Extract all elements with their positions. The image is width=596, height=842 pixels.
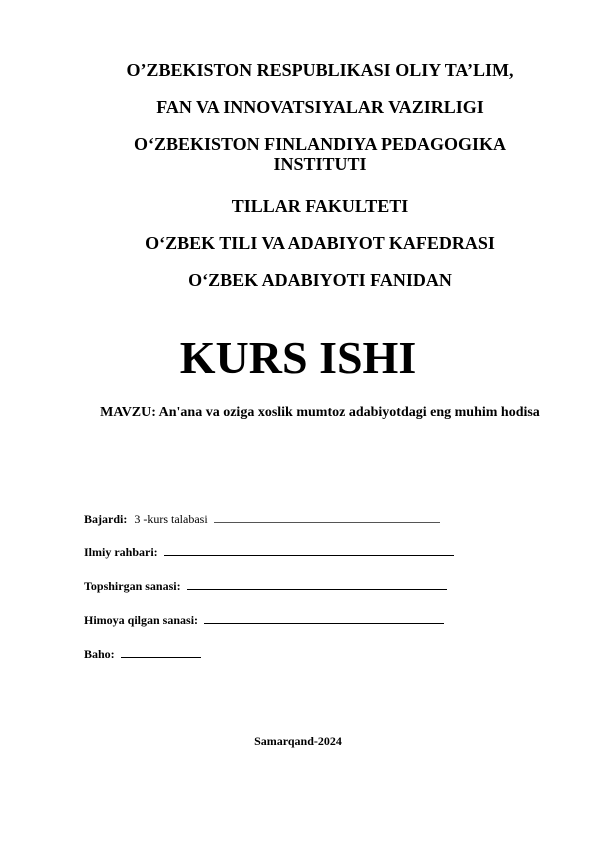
header-institute: O‘ZBEKISTON FINLANDIYA PEDAGOGIKA INSTITUTI xyxy=(133,134,507,174)
field-ilmiy-rahbari xyxy=(84,544,454,560)
field-baho-blank-line xyxy=(121,646,201,658)
field-bajardi xyxy=(84,511,440,527)
topic-text: MAVZU: An'ana va oziga xoslik mumtoz adabiyotdagi eng muhim hodisa xyxy=(100,405,540,420)
document-title: KURS ISHI xyxy=(179,332,417,383)
field-bajardi-label: Bajardi: xyxy=(84,512,128,526)
field-baho-label: Baho: xyxy=(84,647,115,661)
field-baho xyxy=(84,646,201,662)
field-himoya-sanasi-label: Himoya qilgan sanasi: xyxy=(84,613,199,627)
header-faculty: TILLAR FAKULTETI xyxy=(231,196,409,216)
field-ilmiy-rahbari-label: Ilmiy rahbari: xyxy=(84,545,158,559)
header-ministry-line-2: FAN VA INNOVATSIYALAR VAZIRLIGI xyxy=(156,97,484,117)
field-topshirgan-sanasi-label: Topshirgan sanasi: xyxy=(84,579,181,593)
field-bajardi-blank-line xyxy=(214,511,440,523)
footer-city-year: Samarqand-2024 xyxy=(254,734,342,748)
header-subject: O‘ZBEK ADABIYOTI FANIDAN xyxy=(188,270,452,290)
field-topshirgan-sanasi-blank-line xyxy=(187,578,447,590)
header-ministry-line-1: O’ZBEKISTON RESPUBLIKASI OLIY TA’LIM, xyxy=(126,60,514,80)
field-topshirgan-sanasi xyxy=(84,578,447,594)
field-himoya-sanasi xyxy=(84,612,444,628)
field-ilmiy-rahbari-blank-line xyxy=(164,544,454,556)
field-bajardi-value: 3 -kurs talabasi xyxy=(134,512,208,526)
field-himoya-sanasi-blank-line xyxy=(204,612,444,624)
header-department: O‘ZBEK TILI VA ADABIYOT KAFEDRASI xyxy=(145,233,495,253)
